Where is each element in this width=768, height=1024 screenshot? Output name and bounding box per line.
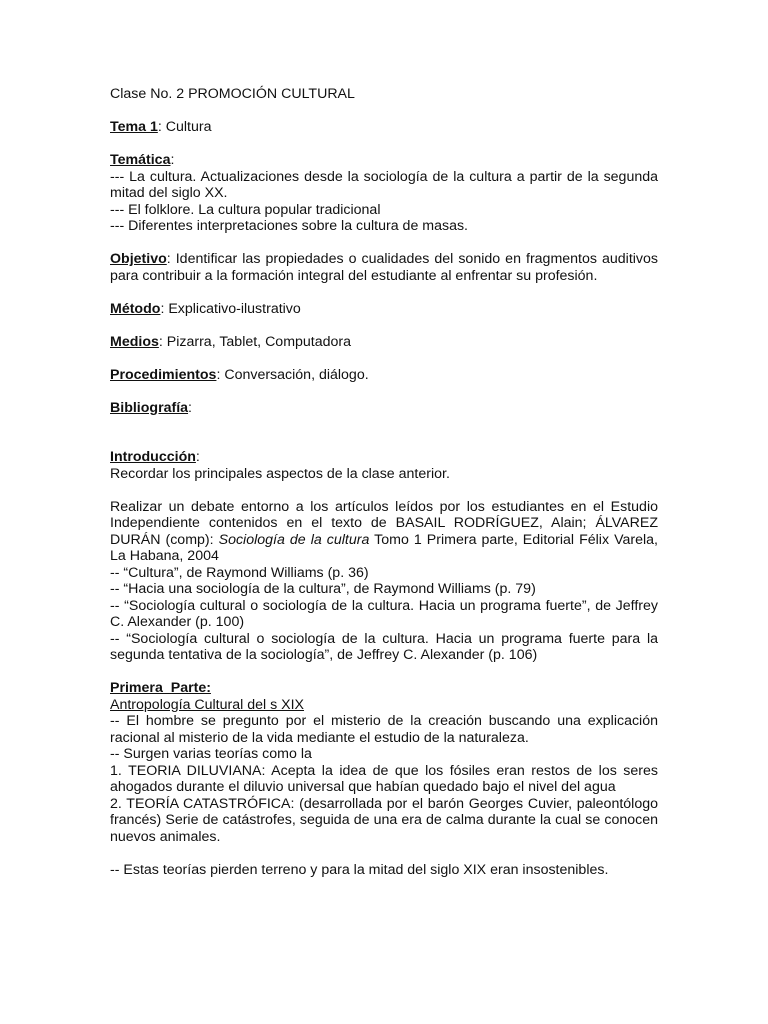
primera-parte-item: 2. TEORÍA CATASTRÓFICA: (desarrollada por el barón Georges Cuvier, paleontólogo francés) Serie de catástrofes, seguida de una era de calma durante la cual se conocen nuevos animales. [110,795,658,845]
class-header: Clase No. 2 PROMOCIÓN CULTURAL [110,86,355,102]
medios-text: : Pizarra, Tablet, Computadora [158,333,352,350]
debate-section [110,499,658,664]
tematica-item: --- La cultura. Actualizaciones desde la sociología de la cultura a partir de la segunda mitad del siglo XX. [110,168,658,201]
document-page [110,86,658,878]
introduccion-suffix: : [195,449,200,465]
tema-label: Tema 1 [110,119,158,135]
debate-item: -- “Hacia una sociología de la cultura”, de Raymond Williams (p. 79) [110,581,536,597]
objetivo-label: Objetivo [110,251,167,267]
bibliografia-label: Bibliografía [110,399,189,416]
primera-parte-item: 1. TEORIA DILUVIANA: Acepta la idea de que los fósiles eran restos de los seres ahogados durante el diluvio universal que habían quedado bajo el nivel del agua [110,762,658,795]
metodo-line [110,301,658,318]
objetivo-paragraph [110,251,658,284]
debate-text-before: Realizar un debate entorno a los artículos leídos por los estudiantes en el Estudio Independiente contenidos en el texto de BASAIL RODRÍGUEZ, Alain; ÁLVAREZ DURÁN (comp): [110,498,658,548]
procedimientos-line [110,367,658,384]
procedimientos-label: Procedimientos [110,366,217,383]
tematica-section [110,152,658,235]
medios-label: Medios [110,333,159,350]
tematica-label: Temática [110,152,171,168]
tematica-item: --- El folklore. La cultura popular tradicional [110,201,381,218]
primera-parte-subtitle [110,697,658,714]
primera-parte-subtitle-text: Antropología Cultural del s XIX [110,696,305,713]
primera-parte-item: -- El hombre se pregunto por el misterio de la creación buscando una explicación racional al misterio de la vida mediante el estudio de la naturaleza. [110,713,658,746]
primera-parte-item: -- Surgen varias teorías como la [110,746,312,762]
debate-item: -- “Sociología cultural o sociología de la cultura. Hacia un programa fuerte”, de Jeffrey C. Alexander (p. 100) [110,597,658,630]
debate-text-after: Tomo 1 Primera parte, Editorial Félix Varela, La Habana, 2004 [110,531,658,564]
procedimientos-text: : Conversación, diálogo. [216,366,369,383]
metodo-text: : Explicativo-ilustrativo [160,300,301,317]
debate-book-title: Sociología de la cultura [218,531,370,548]
tematica-item: --- Diferentes interpretaciones sobre la cultura de masas. [110,218,468,234]
introduccion-text: Recordar los principales aspectos de la clase anterior. [110,465,450,482]
primera-parte-label: Primera Parte: [110,680,211,696]
objetivo-text: : Identificar las propiedades o cualidades del sonido en fragmentos auditivos para contribuir a la formación integral del estudiante al enfrentar su profesión. [110,251,658,284]
introduccion-heading [110,449,658,466]
debate-item: -- “Sociología cultural o sociología de la cultura. Hacia un programa fuerte para la segunda tentativa de la sociología”, de Jeffrey C. Alexander (p. 106) [110,630,658,663]
tematica-heading [110,152,658,169]
primera-parte-section [110,680,658,878]
tematica-suffix: : [170,152,175,168]
bibliografia-text: : [188,399,192,416]
tema-value: : Cultura [157,119,212,135]
debate-paragraph [110,499,658,565]
introduccion-label: Introducción [110,449,196,465]
debate-item: -- “Cultura”, de Raymond Williams (p. 36) [110,564,369,581]
primera-parte-closing: -- Estas teorías pierden terreno y para la mitad del siglo XIX eran insostenibles. [110,861,609,878]
tema-line [110,119,658,136]
metodo-label: Método [110,300,161,317]
bibliografia-line [110,400,658,417]
introduccion-section [110,449,658,482]
medios-line [110,334,658,351]
primera-parte-heading [110,680,658,697]
